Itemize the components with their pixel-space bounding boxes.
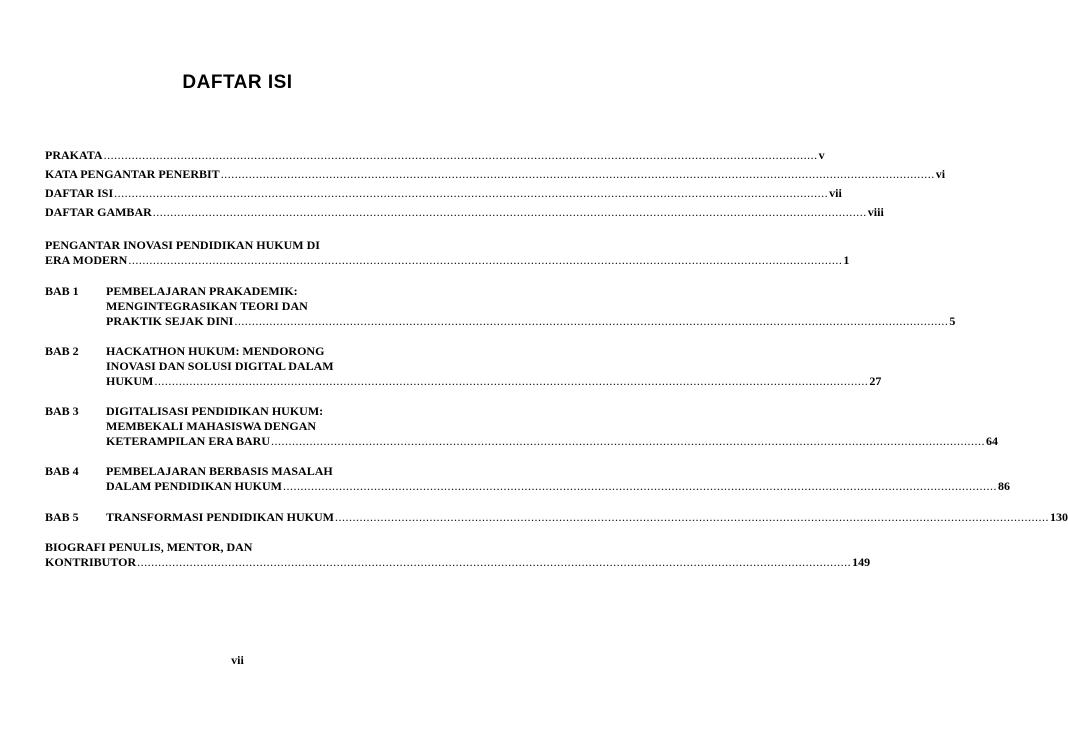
toc-entry-intro[interactable]: [45, 238, 850, 268]
front-matter-list: [45, 148, 946, 224]
dot-leader: [271, 434, 985, 449]
dot-leader: [128, 253, 842, 268]
dot-leader: [221, 167, 935, 182]
toc-entry-page: 149: [852, 555, 871, 569]
toc-entry-page: v: [818, 148, 825, 162]
toc-entry-page: vii: [829, 186, 842, 200]
chapter-number: BAB 3: [45, 404, 79, 418]
toc-entry-label: PRAKATA: [45, 148, 103, 162]
toc-entry-bab-4[interactable]: [45, 464, 1010, 494]
toc-entry-label: KONTRIBUTOR: [45, 555, 137, 569]
dot-leader: [153, 205, 867, 220]
toc-entry-daftar-gambar[interactable]: [45, 205, 884, 220]
chapter-number: BAB 5: [45, 510, 79, 524]
page-title: DAFTAR ISI: [182, 72, 293, 93]
toc-entry-page: vi: [935, 167, 946, 181]
toc-entry-label: DAFTAR ISI: [45, 186, 114, 200]
dot-leader: [335, 510, 1049, 525]
dot-leader: [154, 374, 868, 389]
dot-leader: [234, 314, 948, 329]
toc-entry-page: 130: [1050, 510, 1068, 524]
toc-entry-bab-5[interactable]: [45, 510, 1068, 525]
dot-leader: [114, 186, 828, 201]
chapter-title-line: PEMBELAJARAN BERBASIS MASALAH: [106, 464, 333, 478]
toc-entry-page: 86: [998, 479, 1010, 493]
toc-entry-prakata[interactable]: [45, 148, 825, 163]
chapter-title-line: MENGINTEGRASIKAN TEORI DAN: [106, 299, 308, 313]
chapter-title-line: KETERAMPILAN ERA BARU: [106, 434, 271, 448]
dot-leader: [283, 479, 997, 494]
toc-entry-page: 64: [986, 434, 999, 448]
page-number: vii: [231, 653, 244, 667]
chapter-title-line: PEMBELAJARAN PRAKADEMIK:: [106, 284, 298, 298]
toc-entry-bab-3[interactable]: [45, 404, 999, 449]
chapter-title-line: DIGITALISASI PENDIDIKAN HUKUM:: [106, 404, 324, 418]
toc-entry-kata-pengantar[interactable]: [45, 167, 946, 182]
toc-entry-label: PENGANTAR INOVASI PENDIDIKAN HUKUM DI: [45, 238, 320, 252]
chapter-number: BAB 4: [45, 464, 79, 478]
chapter-number: BAB 1: [45, 284, 79, 298]
chapter-title-line: PRAKTIK SEJAK DINI: [106, 314, 234, 328]
chapter-title-line: HUKUM: [106, 374, 154, 388]
toc-entry-biografi[interactable]: [45, 540, 871, 570]
toc-entry-page: 1: [843, 253, 850, 267]
toc-entry-page: 5: [949, 314, 956, 328]
toc-entry-daftar-isi[interactable]: [45, 186, 842, 201]
chapter-number: BAB 2: [45, 344, 79, 358]
chapter-title-line: INOVASI DAN SOLUSI DIGITAL DALAM: [106, 359, 334, 373]
chapter-title-line: HACKATHON HUKUM: MENDORONG: [106, 344, 325, 358]
chapter-title-line: DALAM PENDIDIKAN HUKUM: [106, 479, 282, 493]
toc-entry-page: 27: [869, 374, 882, 388]
toc-entry-label: KATA PENGANTAR PENERBIT: [45, 167, 220, 181]
toc-entry-bab-1[interactable]: [45, 284, 956, 329]
chapter-title-line: TRANSFORMASI PENDIDIKAN HUKUM: [106, 510, 335, 524]
toc-entry-bab-2[interactable]: [45, 344, 882, 389]
toc-entry-label: DAFTAR GAMBAR: [45, 205, 152, 219]
toc-entry-label: BIOGRAFI PENULIS, MENTOR, DAN: [45, 540, 253, 554]
toc-entry-page: viii: [867, 205, 884, 219]
dot-leader: [137, 555, 851, 570]
toc-entry-label: ERA MODERN: [45, 253, 128, 267]
dot-leader: [104, 148, 818, 163]
chapter-title-line: MEMBEKALI MAHASISWA DENGAN: [106, 419, 317, 433]
